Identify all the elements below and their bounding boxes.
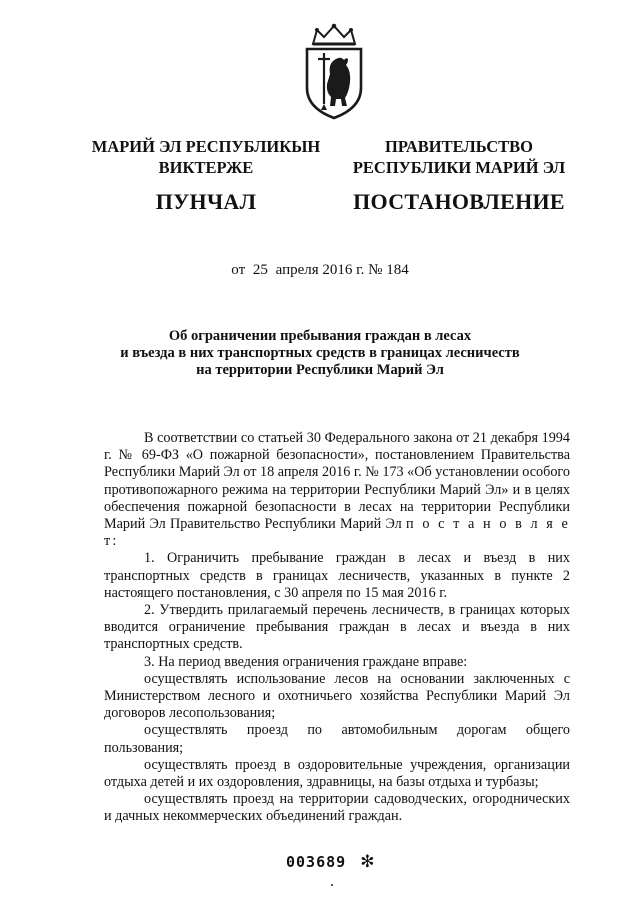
header-right-doc-type: ПОСТАНОВЛЕНИЕ xyxy=(353,189,565,214)
title-line3: на территории Республики Марий Эл xyxy=(196,362,444,378)
stray-dot xyxy=(331,884,333,886)
coat-of-arms-icon xyxy=(291,22,377,122)
serial-number: 003689 xyxy=(286,853,347,871)
item-1: 1. Ограничить пребывание граждан в лесах и въезд в них транспортных средств в границах лесничеств, указанных в пункте 2 настоящего постановления, с 30 апреля по 15 мая 2016 г. xyxy=(104,550,570,601)
preamble-text: В соответствии со статьей 30 Федерального закона от 21 декабря 1994 г. № 69-ФЗ «О пожарной безопасности», постановлением Правительства Республики Марий Эл от 18 апреля 2016 г. № 173 «Об установлении особого противопожарного режима на территории Республики Марий Эл» и в целях обеспечения пожарной безопасности в лесах на территории Республики Марий Эл Правительство Республики Марий Эл xyxy=(104,430,570,533)
date-line xyxy=(0,262,640,279)
resolves-word: п о с т а н о в л я е т: xyxy=(104,516,571,550)
date-month-year: апреля 2016 г. № xyxy=(275,262,383,278)
item-2: 2. Утвердить прилагаемый перечень лесничеств, в границах которых вводится ограничение пребывания граждан в лесах и въезда в них транспортных средств. xyxy=(104,602,570,653)
header-right-line1: ПРАВИТЕЛЬСТВО xyxy=(385,137,533,156)
document-number: 184 xyxy=(386,262,409,278)
asterisk-mark-icon: ✻ xyxy=(360,852,376,872)
document-body xyxy=(104,430,570,826)
subitem-3: осуществлять проезд в оздоровительные учреждения, организации отдыха детей и их оздоровления, здравницы, на базы отдыха и турбазы; xyxy=(104,756,570,791)
subitem-4: осуществлять проезд на территории садоводческих, огороднических и дачных некоммерческих объединений граждан. xyxy=(104,791,570,825)
document-title xyxy=(90,328,550,379)
date-prefix: от xyxy=(231,262,246,278)
header-left-doc-type: ПУНЧАЛ xyxy=(155,189,257,214)
title-line1: Об ограничении пребывания граждан в лесах xyxy=(168,328,472,344)
header-right-line2: РЕСПУБЛИКИ МАРИЙ ЭЛ xyxy=(352,158,566,177)
header-left xyxy=(82,136,330,216)
header-left-line1: МАРИЙ ЭЛ РЕСПУБЛИКЫН xyxy=(91,137,321,156)
header-left-line2: ВИКТЕРЖЕ xyxy=(158,158,254,177)
subitem-1: осуществлять использование лесов на основании заключенных с Министерством лесного и охотничьего хозяйства Республики Марий Эл договоров лесопользования; xyxy=(104,670,570,722)
title-line2: и въезда в них транспортных средств в границах лесничеств xyxy=(120,345,520,361)
item-3: 3. На период введения ограничения граждане вправе: xyxy=(144,653,468,670)
date-day: 25 xyxy=(252,262,268,278)
subitem-2: осуществлять проезд по автомобильным дорогам общего пользования; xyxy=(104,722,570,756)
preamble-paragraph xyxy=(104,430,570,550)
header-right xyxy=(340,136,578,216)
footer-serial xyxy=(286,852,375,872)
